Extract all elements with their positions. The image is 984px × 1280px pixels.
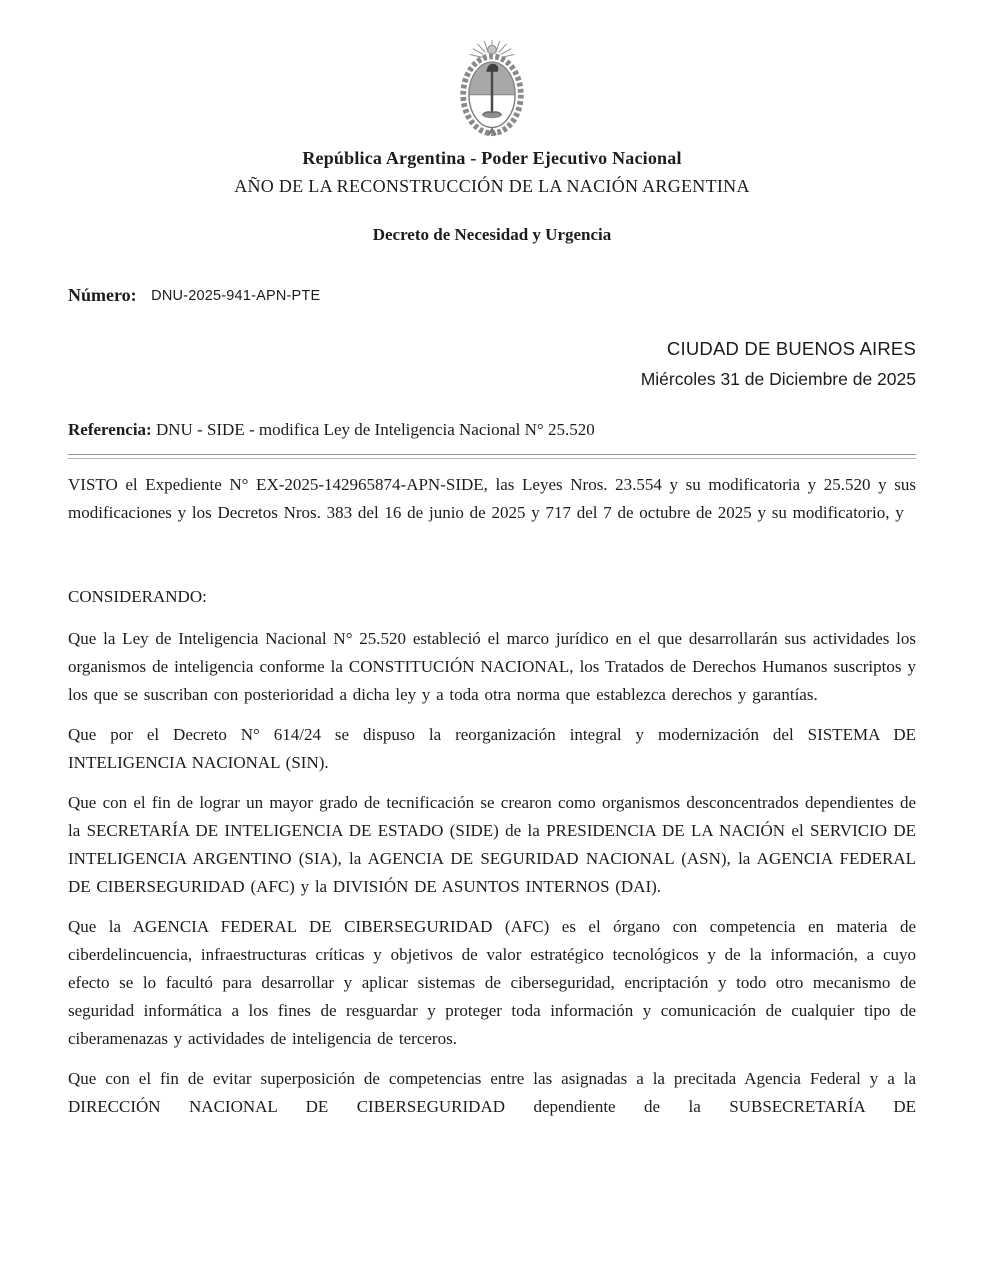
date-line: Miércoles 31 de Diciembre de 2025 bbox=[640, 369, 916, 389]
document-header bbox=[68, 0, 916, 140]
considerando-paragraph: Que por el Decreto N° 614/24 se dispuso la reorganización integral y modernización del SISTEMA DE INTELIGENCIA NACIONAL (SIN). bbox=[68, 725, 916, 772]
year-motto: AÑO DE LA RECONSTRUCCIÓN DE LA NACIÓN ARGENTINA bbox=[234, 176, 750, 196]
reference-label: Referencia: bbox=[68, 420, 152, 439]
considerando-paragraph: Que con el fin de lograr un mayor grado de tecnificación se crearon como organismos desconcentrados dependientes de la SECRETARÍA DE INTELIGENCIA DE ESTADO (SIDE) de la PRESIDENCIA DE LA NACIÓN el SERVICIO DE INTELIGENCIA ARGENTINO (SIA), la AGENCIA DE SEGURIDAD NACIONAL (ASN), la AGENCIA FEDERAL DE CIBERSEGURIDAD (AFC) y la DIVISIÓN DE ASUNTOS INTERNOS (DAI). bbox=[68, 793, 916, 896]
considerando-paragraph: Que con el fin de evitar superposición de competencias entre las asignadas a la precitada Agencia Federal y a la DIRECCIÓN NACIONAL DE CIBERSEGURIDAD dependiente de la SUBSECRETARÍA DE bbox=[68, 1069, 916, 1116]
reference-row bbox=[68, 420, 916, 440]
header-divider-rule bbox=[68, 454, 916, 459]
org-title: República Argentina - Poder Ejecutivo Nacional bbox=[302, 148, 682, 168]
place-date-block bbox=[68, 338, 916, 390]
number-value: DNU-2025-941-APN-PTE bbox=[151, 288, 321, 304]
reference-value: DNU - SIDE - modifica Ley de Inteligencia Nacional N° 25.520 bbox=[155, 420, 595, 439]
city-line: CIUDAD DE BUENOS AIRES bbox=[666, 338, 916, 359]
document-type-title: Decreto de Necesidad y Urgencia bbox=[372, 225, 612, 244]
visto-paragraph: VISTO el Expediente N° EX-2025-142965874-APN-SIDE, las Leyes Nros. 23.554 y su modificatoria y 25.520 y sus modificaciones y los Decretos Nros. 383 del 16 de junio de 2025 y 717 del 7 de octubre de 2025 y su modificatorio, y bbox=[68, 475, 916, 522]
considerando-paragraph: Que la Ley de Inteligencia Nacional N° 25.520 estableció el marco jurídico en el que desarrollarán sus actividades los organismos de inteligencia conforme la CONSTITUCIÓN NACIONAL, los Tratados de Derechos Humanos suscriptos y los que se suscriban con posterioridad a dicha ley y a toda otra norma que establezca derechos y garantías. bbox=[68, 629, 916, 704]
considerando-paragraph: Que la AGENCIA FEDERAL DE CIBERSEGURIDAD (AFC) es el órgano con competencia en materia de ciberdelincuencia, infraestructuras críticas y objetivos de valor estratégico tecnológicos y de la información, a cuyo efecto se lo facultó para desarrollar y aplicar sistemas de ciberseguridad, encriptación y todo otro mecanismo de seguridad informática a los fines de resguardar y proteger toda información y comunicación de cualquier tipo de ciberamenazas y actividades de inteligencia de terceros. bbox=[68, 917, 916, 1048]
argentina-coat-of-arms-icon bbox=[444, 127, 540, 144]
document-number-row bbox=[68, 285, 916, 306]
considerando-heading: CONSIDERANDO: bbox=[68, 587, 207, 606]
number-label: Número: bbox=[68, 285, 137, 305]
